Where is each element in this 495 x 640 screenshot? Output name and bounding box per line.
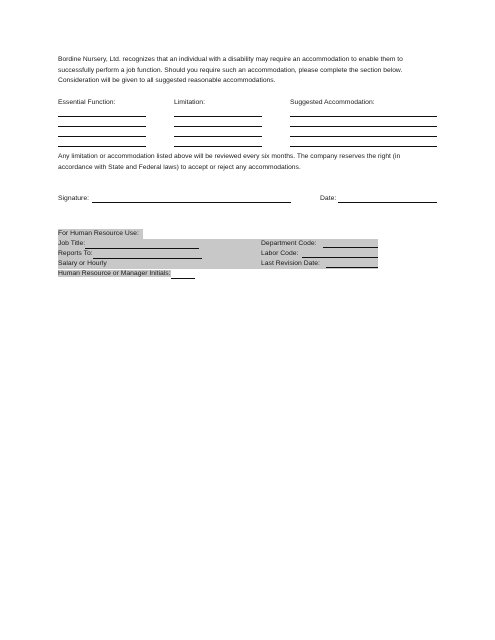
job-title-label: Job Title: [58, 240, 86, 247]
hr-section-title: For Human Resource Use: [58, 229, 143, 239]
labor-code-label: Labor Code: [261, 250, 299, 257]
hr-initials-label: Human Resource or Manager Initials: [58, 270, 171, 277]
last-revision-date-field[interactable] [326, 259, 378, 268]
labor-code-field[interactable] [302, 249, 378, 258]
essential-function-line-4[interactable] [58, 146, 146, 147]
limitation-line-2[interactable] [174, 126, 262, 127]
suggested-accommodation-line-3[interactable] [290, 136, 437, 137]
hr-row-reports-to [58, 249, 378, 259]
hr-row-initials [58, 269, 208, 279]
intro-paragraph: Bordine Nursery, Ltd. recognizes that an individual with a disability may require an accommodation to enable them to successfully perform a job function. Should you require such an accommodation, please complete the section below. Consideration will be given to all suggested reasonable accommodations. [58, 56, 403, 85]
limitation-label: Limitation: [174, 99, 205, 106]
hr-row-salary [58, 259, 378, 269]
salary-or-hourly-label: Salary or Hourly [58, 260, 107, 267]
limitation-line-3[interactable] [174, 136, 262, 137]
suggested-accommodation-label: Suggested Accommodation: [290, 99, 375, 106]
hr-initials-field[interactable] [171, 270, 195, 279]
essential-function-line-3[interactable] [58, 136, 146, 137]
suggested-accommodation-line-1[interactable] [290, 116, 437, 117]
suggested-accommodation-line-4[interactable] [290, 146, 437, 147]
date-line[interactable] [338, 202, 437, 203]
department-code-label: Department Code: [261, 240, 317, 247]
job-title-field[interactable] [85, 240, 199, 249]
reports-to-label: Reports To: [58, 250, 93, 257]
limitation-line-4[interactable] [174, 146, 262, 147]
hr-row-job-title [58, 239, 378, 249]
limitation-line-1[interactable] [174, 116, 262, 117]
last-revision-date-label: Last Revision Date: [261, 260, 320, 267]
suggested-accommodation-line-2[interactable] [290, 126, 437, 127]
department-code-field[interactable] [323, 239, 378, 248]
date-label: Date: [320, 195, 337, 202]
essential-function-line-1[interactable] [58, 116, 146, 117]
review-paragraph: Any limitation or accommodation listed above will be reviewed every six months. The company reserves the right (in accordance with State and Federal laws) to accept or reject any accommodations. [58, 153, 401, 171]
essential-function-label: Essential Function: [58, 99, 116, 106]
reports-to-field[interactable] [93, 250, 202, 259]
signature-line[interactable] [92, 202, 291, 203]
signature-label: Signature: [58, 195, 89, 202]
essential-function-line-2[interactable] [58, 126, 146, 127]
